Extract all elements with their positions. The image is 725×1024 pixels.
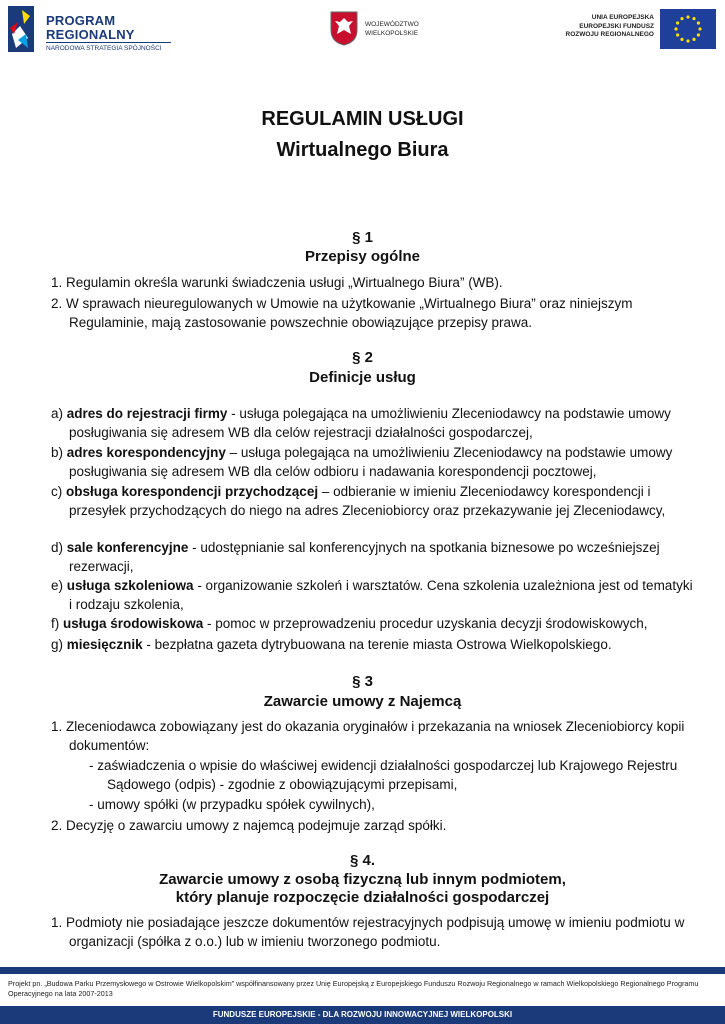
definition-desc: - bezpłatna gazeta dytrybuowana na terenie miasta Ostrowa Wielkopolskiego. [142, 637, 612, 652]
definition-desc: - udostępnianie sal konferencyjnych na spotkania biznesowe po wcześniejszej rezerwacji, [69, 540, 660, 574]
definition-desc: – odbieranie w imieniu Zleceniodawcy korespondencji i przesyłek przychodzących do niego na adres Zleceniobiorcy oraz przekazywanie jej Zleceniodawcy, [69, 484, 666, 518]
definition-desc: - usługa polegająca na umożliwieniu Zleceniodawcy na podstawie umowy posługiwania się adresem WB dla celów rejestracji działalności gospodarczej, [69, 406, 671, 440]
definition-item [51, 404, 699, 442]
definition-letter: a) [51, 406, 64, 421]
eu-line1: UNIA EUROPEJSKA [591, 14, 654, 21]
program-regionalny-logo [6, 4, 176, 56]
document-subtitle: Wirtualnego Biura [276, 139, 449, 161]
definition-term: miesięcznik [66, 637, 143, 652]
eu-logo [560, 8, 720, 48]
program-line3: NARODOWA STRATEGIA SPÓJNOŚCI [46, 45, 162, 52]
definition-item [51, 443, 699, 481]
footer-divider [0, 967, 725, 974]
voivodeship-text [365, 20, 419, 38]
definition-letter: e) [51, 578, 64, 593]
definition-desc: – usługa polegająca na umożliwieniu Zleceniodawcy na podstawie umowy posługiwania się adresem WB dla celów odbioru i nadawania korespondencji pocztowej, [69, 445, 673, 479]
eagle-crest-icon [329, 10, 359, 46]
definition-letter: f) [51, 616, 60, 631]
footer-bar [0, 1006, 725, 1024]
document-title: REGULAMIN USŁUGI [261, 108, 464, 130]
voivodeship-line2: WIELKOPOLSKIE [365, 30, 419, 37]
section-1-item: 1. Regulamin określa warunki świadczenia usługi „Wirtualnego Biura” (WB). [51, 275, 503, 290]
section-4-title-line2: który planuje rozpoczęcie działalności gospodarczej [175, 889, 550, 906]
definition-desc: - organizowanie szkoleń i warsztatów. Cena szkolenia uzależniona jest od tematyki i rodzaju szkolenia, [69, 578, 693, 612]
section-1-number: § 1 [352, 229, 373, 246]
section-2-title: Definicje usług [309, 369, 416, 386]
section-1-item: 2. W sprawach nieuregulowanych w Umowie na użytkowanie „Wirtualnego Biura” oraz niniejszym Regulaminie, mają zastosowanie powszechnie obowiązujące przepisy prawa. [51, 296, 633, 330]
definition-item [51, 635, 699, 654]
section-4-item: 1. Podmioty nie posiadające jeszcze dokumentów rejestracyjnych podpisują umowę w imieniu podmiotu w organizacji (spółka z o.o.) lub w imieniu tworzonego podmiotu. [51, 915, 685, 949]
section-3-number: § 3 [352, 673, 373, 690]
definition-term: adres do rejestracji firmy [66, 406, 228, 421]
page-header [0, 0, 725, 62]
voivodeship-line1: WOJEWÓDZTWO [365, 21, 419, 28]
section-3-title: Zawarcie umowy z Najemcą [263, 693, 462, 710]
definition-item [51, 614, 699, 633]
program-star-icon [6, 4, 36, 54]
section-4-number: § 4. [349, 852, 376, 869]
wielkopolska-logo [329, 10, 429, 48]
definition-letter: g) [51, 637, 64, 652]
section-3-item: 2. Decyzję o zawarciu umowy z najemcą podejmuje zarząd spółki. [51, 818, 447, 833]
eu-text [566, 14, 654, 40]
definition-term: sale konferencyjne [66, 540, 189, 555]
section-3-subitem: - umowy spółki (w przypadku spółek cywilnych), [89, 797, 375, 812]
definition-item [51, 482, 699, 520]
eu-line2: EUROPEJSKI FUNDUSZ [579, 22, 654, 30]
definition-term: obsługa korespondencji przychodzącej [66, 484, 319, 499]
section-4-title-line1: Zawarcie umowy z osobą fizyczną lub innym podmiotem, [159, 871, 566, 888]
program-line2: REGIONALNY [46, 27, 135, 42]
program-divider [46, 42, 171, 43]
section-3-item: 1. Zleceniodawca zobowiązany jest do okazania oryginałów i przekazania na wniosek Zleceniobiorcy kopii dokumentów: [51, 719, 685, 753]
eu-line3: ROZWOJU REGIONALNEGO [565, 31, 654, 38]
definition-item [51, 538, 699, 576]
definition-letter: b) [51, 445, 64, 460]
program-line1: PROGRAM [46, 13, 116, 28]
definition-term: usługa szkoleniowa [66, 578, 194, 593]
section-1-title: Przepisy ogólne [304, 248, 421, 265]
definition-term: adres korespondencyjny [66, 445, 226, 460]
definition-letter: c) [51, 484, 63, 499]
footer-bar-text: FUNDUSZE EUROPEJSKIE - DLA ROZWOJU INNOWACYJNEJ WIELKOPOLSKI [212, 1010, 513, 1019]
definition-item [51, 576, 699, 614]
definition-letter: d) [51, 540, 64, 555]
section-2-number: § 2 [352, 349, 373, 366]
eu-flag-icon [660, 9, 716, 49]
definition-desc: - pomoc w przeprowadzeniu procedur uzyskania decyzji środowiskowych, [203, 616, 648, 631]
section-3-subitem: - zaświadczenia o wpisie do właściwej ewidencji działalności gospodarczej lub Krajowego Rejestru Sądowego (odpis) - zgodnie z obowiązującymi przepisami, [89, 758, 678, 792]
definition-term: usługa środowiskowa [63, 616, 204, 631]
footer-project-text: Projekt pn. „Budowa Parku Przemysłowego w Ostrowie Wielkopolskim” współfinansowany przez Unię Europejską z Europejskiego Funduszu Rozwoju Regionalnego w ramach Wielkopolskiego Regionalnego Programu Operacyjnego na lata 2007-2013 [8, 979, 699, 998]
